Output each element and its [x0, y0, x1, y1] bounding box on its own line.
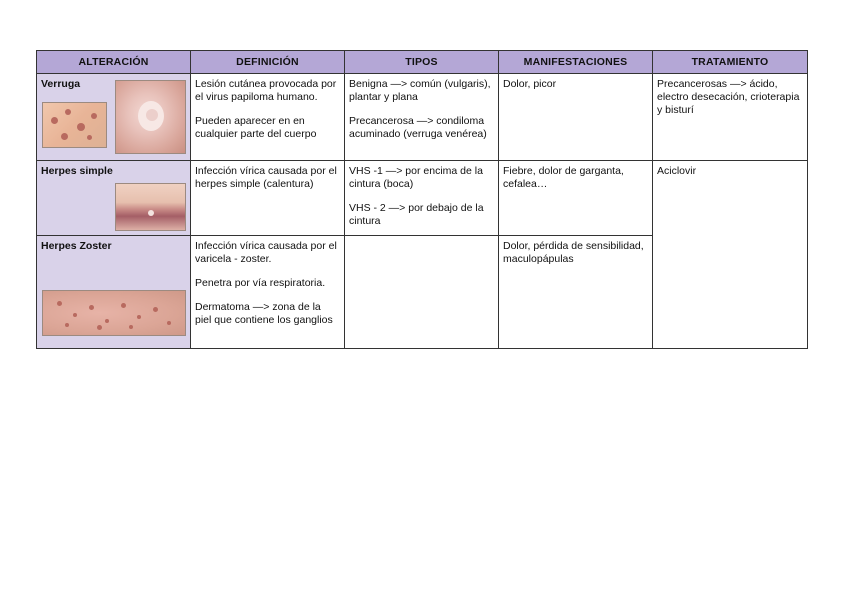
- alterations-table: [36, 50, 808, 349]
- tratamiento-cell: [653, 161, 808, 349]
- alteracion-cell: [37, 236, 191, 349]
- tipos-cell: [345, 161, 499, 236]
- definicion-text: Pueden aparecer en en cualquier parte del cuerpo: [195, 115, 317, 140]
- definicion-text: Infección vírica causada por el varicela - zoster.: [195, 240, 337, 265]
- tratamiento-cell: [653, 74, 808, 161]
- header-tipos: TIPOS: [345, 51, 499, 74]
- herpes-zoster-photo: [42, 290, 186, 336]
- header-definicion: DEFINICIÓN: [191, 51, 345, 74]
- tipos-text: VHS - 2 —> por debajo de la cintura: [349, 202, 484, 227]
- table-row: [37, 74, 808, 161]
- tipos-text: Benigna —> común (vulgaris), plantar y plana: [349, 78, 491, 103]
- tipos-text: Precancerosa —> condiloma acuminado (verruga venérea): [349, 115, 487, 140]
- definicion-text: Penetra por vía respiratoria.: [195, 277, 326, 289]
- tratamiento-text: Precancerosas —> ácido, electro desecación, crioterapia y bisturí: [657, 78, 800, 116]
- alteracion-cell: [37, 161, 191, 236]
- manifestaciones-cell: [499, 236, 653, 349]
- definicion-text: Dermatoma —> zona de la piel que contiene los ganglios: [195, 301, 333, 326]
- tratamiento-text: Aciclovir: [657, 165, 697, 177]
- alteracion-name: Herpes simple: [41, 165, 113, 177]
- tipos-cell: [345, 74, 499, 161]
- alteracion-cell: [37, 74, 191, 161]
- definicion-cell: [191, 161, 345, 236]
- definicion-cell: [191, 74, 345, 161]
- herpes-simple-photo: [115, 183, 186, 231]
- definicion-cell: [191, 236, 345, 349]
- header-tratamiento: TRATAMIENTO: [653, 51, 808, 74]
- definicion-text: Lesión cutánea provocada por el virus papiloma humano.: [195, 78, 337, 103]
- definicion-text: Infección vírica causada por el herpes simple (calentura): [195, 165, 337, 190]
- verruga-photo: [42, 102, 107, 148]
- manifestaciones-cell: [499, 74, 653, 161]
- verruga-closeup-photo: [115, 80, 186, 154]
- manifestaciones-text: Fiebre, dolor de garganta, cefalea…: [503, 165, 624, 190]
- manifestaciones-text: Dolor, pérdida de sensibilidad, maculopápulas: [503, 240, 644, 265]
- table-row: [37, 161, 808, 236]
- alteracion-name: Verruga: [41, 78, 81, 90]
- header-alteracion: ALTERACIÓN: [37, 51, 191, 74]
- alteracion-name: Herpes Zoster: [41, 240, 112, 252]
- tipos-text: VHS -1 —> por encima de la cintura (boca): [349, 165, 483, 190]
- tipos-cell: [345, 236, 499, 349]
- header-row: [37, 51, 808, 74]
- manifestaciones-cell: [499, 161, 653, 236]
- manifestaciones-text: Dolor, picor: [503, 78, 557, 90]
- header-manifestaciones: MANIFESTACIONES: [499, 51, 653, 74]
